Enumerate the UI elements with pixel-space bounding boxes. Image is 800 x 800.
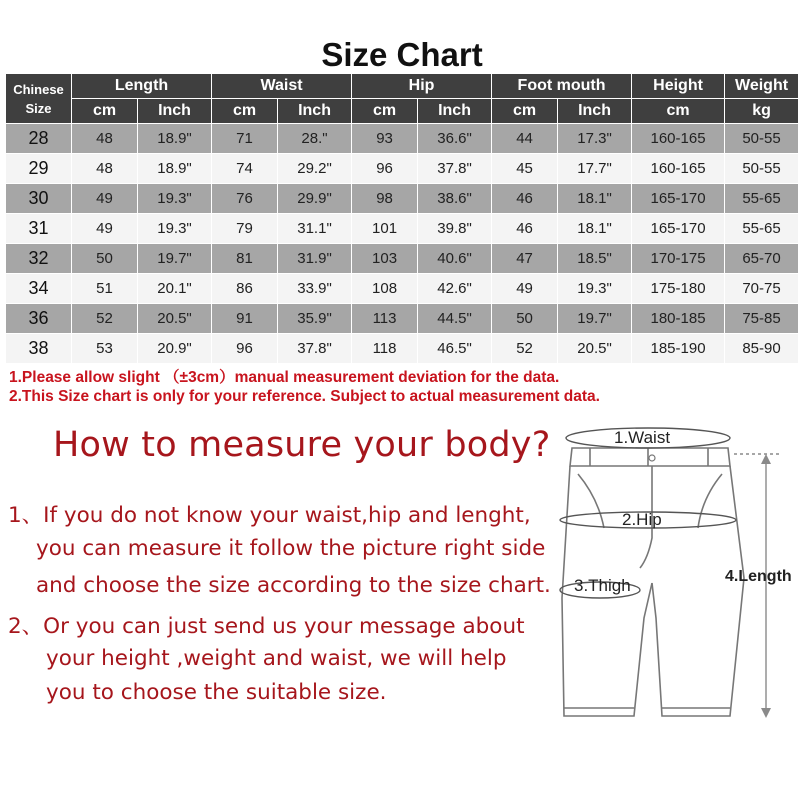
value-cell: 55-65: [725, 184, 799, 214]
label-hip: 2.Hip: [622, 510, 662, 529]
value-cell: 40.6": [418, 244, 492, 274]
table-row: [6, 244, 799, 274]
value-cell: 170-175: [632, 244, 725, 274]
size-chart-table: [5, 73, 799, 364]
value-cell: 28.": [278, 124, 352, 154]
value-cell: 65-70: [725, 244, 799, 274]
value-cell: 18.9": [138, 154, 212, 184]
value-cell: 49: [492, 274, 558, 304]
value-cell: 51: [72, 274, 138, 304]
value-cell: 86: [212, 274, 278, 304]
header-waist: Waist: [212, 74, 352, 99]
header-height: Height: [632, 74, 725, 99]
value-cell: 165-170: [632, 184, 725, 214]
value-cell: 50: [72, 244, 138, 274]
value-cell: 160-165: [632, 154, 725, 184]
value-cell: 185-190: [632, 334, 725, 364]
value-cell: 50: [492, 304, 558, 334]
instruction-line: 1、If you do not know your waist,hip and lenght,: [8, 503, 531, 528]
value-cell: 49: [72, 214, 138, 244]
unit-cell: cm: [212, 99, 278, 124]
value-cell: 96: [212, 334, 278, 364]
instruction-line: 2、Or you can just send us your message about: [8, 614, 525, 639]
value-cell: 19.7": [558, 304, 632, 334]
value-cell: 46.5": [418, 334, 492, 364]
size-cell: 30: [6, 184, 72, 214]
unit-cell: cm: [352, 99, 418, 124]
label-waist: 1.Waist: [614, 428, 671, 447]
unit-cell: cm: [632, 99, 725, 124]
value-cell: 46: [492, 184, 558, 214]
size-cell: 28: [6, 124, 72, 154]
unit-cell: cm: [72, 99, 138, 124]
table-row: [6, 154, 799, 184]
value-cell: 35.9": [278, 304, 352, 334]
value-cell: 29.2": [278, 154, 352, 184]
value-cell: 42.6": [418, 274, 492, 304]
value-cell: 45: [492, 154, 558, 184]
value-cell: 18.5": [558, 244, 632, 274]
value-cell: 76: [212, 184, 278, 214]
value-cell: 44: [492, 124, 558, 154]
value-cell: 101: [352, 214, 418, 244]
value-cell: 46: [492, 214, 558, 244]
value-cell: 39.8": [418, 214, 492, 244]
measure-title: How to measure your body?: [53, 425, 551, 465]
table-row: [6, 304, 799, 334]
value-cell: 93: [352, 124, 418, 154]
header-weight: Weight: [725, 74, 799, 99]
table-row: [6, 334, 799, 364]
value-cell: 33.9": [278, 274, 352, 304]
label-thigh: 3.Thigh: [574, 576, 631, 595]
value-cell: 31.9": [278, 244, 352, 274]
value-cell: 17.7": [558, 154, 632, 184]
instruction-line: your height ,weight and waist, we will help: [46, 646, 507, 671]
value-cell: 47: [492, 244, 558, 274]
value-cell: 38.6": [418, 184, 492, 214]
size-cell: 29: [6, 154, 72, 184]
table-row: [6, 184, 799, 214]
value-cell: 19.7": [138, 244, 212, 274]
value-cell: 18.1": [558, 184, 632, 214]
header-hip: Hip: [352, 74, 492, 99]
value-cell: 20.5": [558, 334, 632, 364]
value-cell: 175-180: [632, 274, 725, 304]
value-cell: 52: [492, 334, 558, 364]
value-cell: 79: [212, 214, 278, 244]
value-cell: 17.3": [558, 124, 632, 154]
value-cell: 18.1": [558, 214, 632, 244]
size-cell: 34: [6, 274, 72, 304]
size-cell: 32: [6, 244, 72, 274]
value-cell: 85-90: [725, 334, 799, 364]
value-cell: 55-65: [725, 214, 799, 244]
value-cell: 96: [352, 154, 418, 184]
value-cell: 19.3": [138, 184, 212, 214]
size-cell: 38: [6, 334, 72, 364]
unit-cell: Inch: [418, 99, 492, 124]
value-cell: 48: [72, 124, 138, 154]
header-foot-mouth: Foot mouth: [492, 74, 632, 99]
value-cell: 52: [72, 304, 138, 334]
header-chinese-size: Chinese Size: [6, 74, 72, 124]
value-cell: 19.3": [138, 214, 212, 244]
value-cell: 20.5": [138, 304, 212, 334]
unit-cell: cm: [492, 99, 558, 124]
value-cell: 50-55: [725, 124, 799, 154]
value-cell: 113: [352, 304, 418, 334]
value-cell: 29.9": [278, 184, 352, 214]
value-cell: 44.5": [418, 304, 492, 334]
value-cell: 20.1": [138, 274, 212, 304]
value-cell: 165-170: [632, 214, 725, 244]
value-cell: 20.9": [138, 334, 212, 364]
page-title: Size Chart: [321, 36, 483, 73]
value-cell: 75-85: [725, 304, 799, 334]
size-rows: [6, 124, 799, 364]
unit-cell: kg: [725, 99, 799, 124]
value-cell: 18.9": [138, 124, 212, 154]
value-cell: 103: [352, 244, 418, 274]
table-row: [6, 214, 799, 244]
value-cell: 71: [212, 124, 278, 154]
table-row: [6, 124, 799, 154]
header-row-groups: [6, 74, 799, 99]
pants-measurement-diagram: [548, 418, 800, 728]
value-cell: 49: [72, 184, 138, 214]
value-cell: 48: [72, 154, 138, 184]
value-cell: 118: [352, 334, 418, 364]
note-deviation: 1.Please allow slight （±3cm）manual measurement deviation for the data.: [9, 369, 560, 386]
value-cell: 180-185: [632, 304, 725, 334]
value-cell: 50-55: [725, 154, 799, 184]
value-cell: 74: [212, 154, 278, 184]
unit-cell: Inch: [278, 99, 352, 124]
header-row-units: [6, 99, 799, 124]
unit-cell: Inch: [558, 99, 632, 124]
table-row: [6, 274, 799, 304]
value-cell: 70-75: [725, 274, 799, 304]
value-cell: 37.8": [418, 154, 492, 184]
size-cell: 36: [6, 304, 72, 334]
value-cell: 91: [212, 304, 278, 334]
value-cell: 81: [212, 244, 278, 274]
unit-cell: Inch: [138, 99, 212, 124]
value-cell: 160-165: [632, 124, 725, 154]
instruction-line: you can measure it follow the picture right side: [36, 536, 546, 561]
instruction-line: and choose the size according to the size chart.: [36, 573, 551, 598]
value-cell: 108: [352, 274, 418, 304]
note-reference: 2.This Size chart is only for your reference. Subject to actual measurement data.: [9, 388, 600, 405]
value-cell: 98: [352, 184, 418, 214]
value-cell: 37.8": [278, 334, 352, 364]
value-cell: 31.1": [278, 214, 352, 244]
label-length: 4.Length: [725, 568, 792, 585]
value-cell: 53: [72, 334, 138, 364]
value-cell: 19.3": [558, 274, 632, 304]
header-length: Length: [72, 74, 212, 99]
value-cell: 36.6": [418, 124, 492, 154]
size-cell: 31: [6, 214, 72, 244]
instruction-line: you to choose the suitable size.: [46, 680, 387, 705]
